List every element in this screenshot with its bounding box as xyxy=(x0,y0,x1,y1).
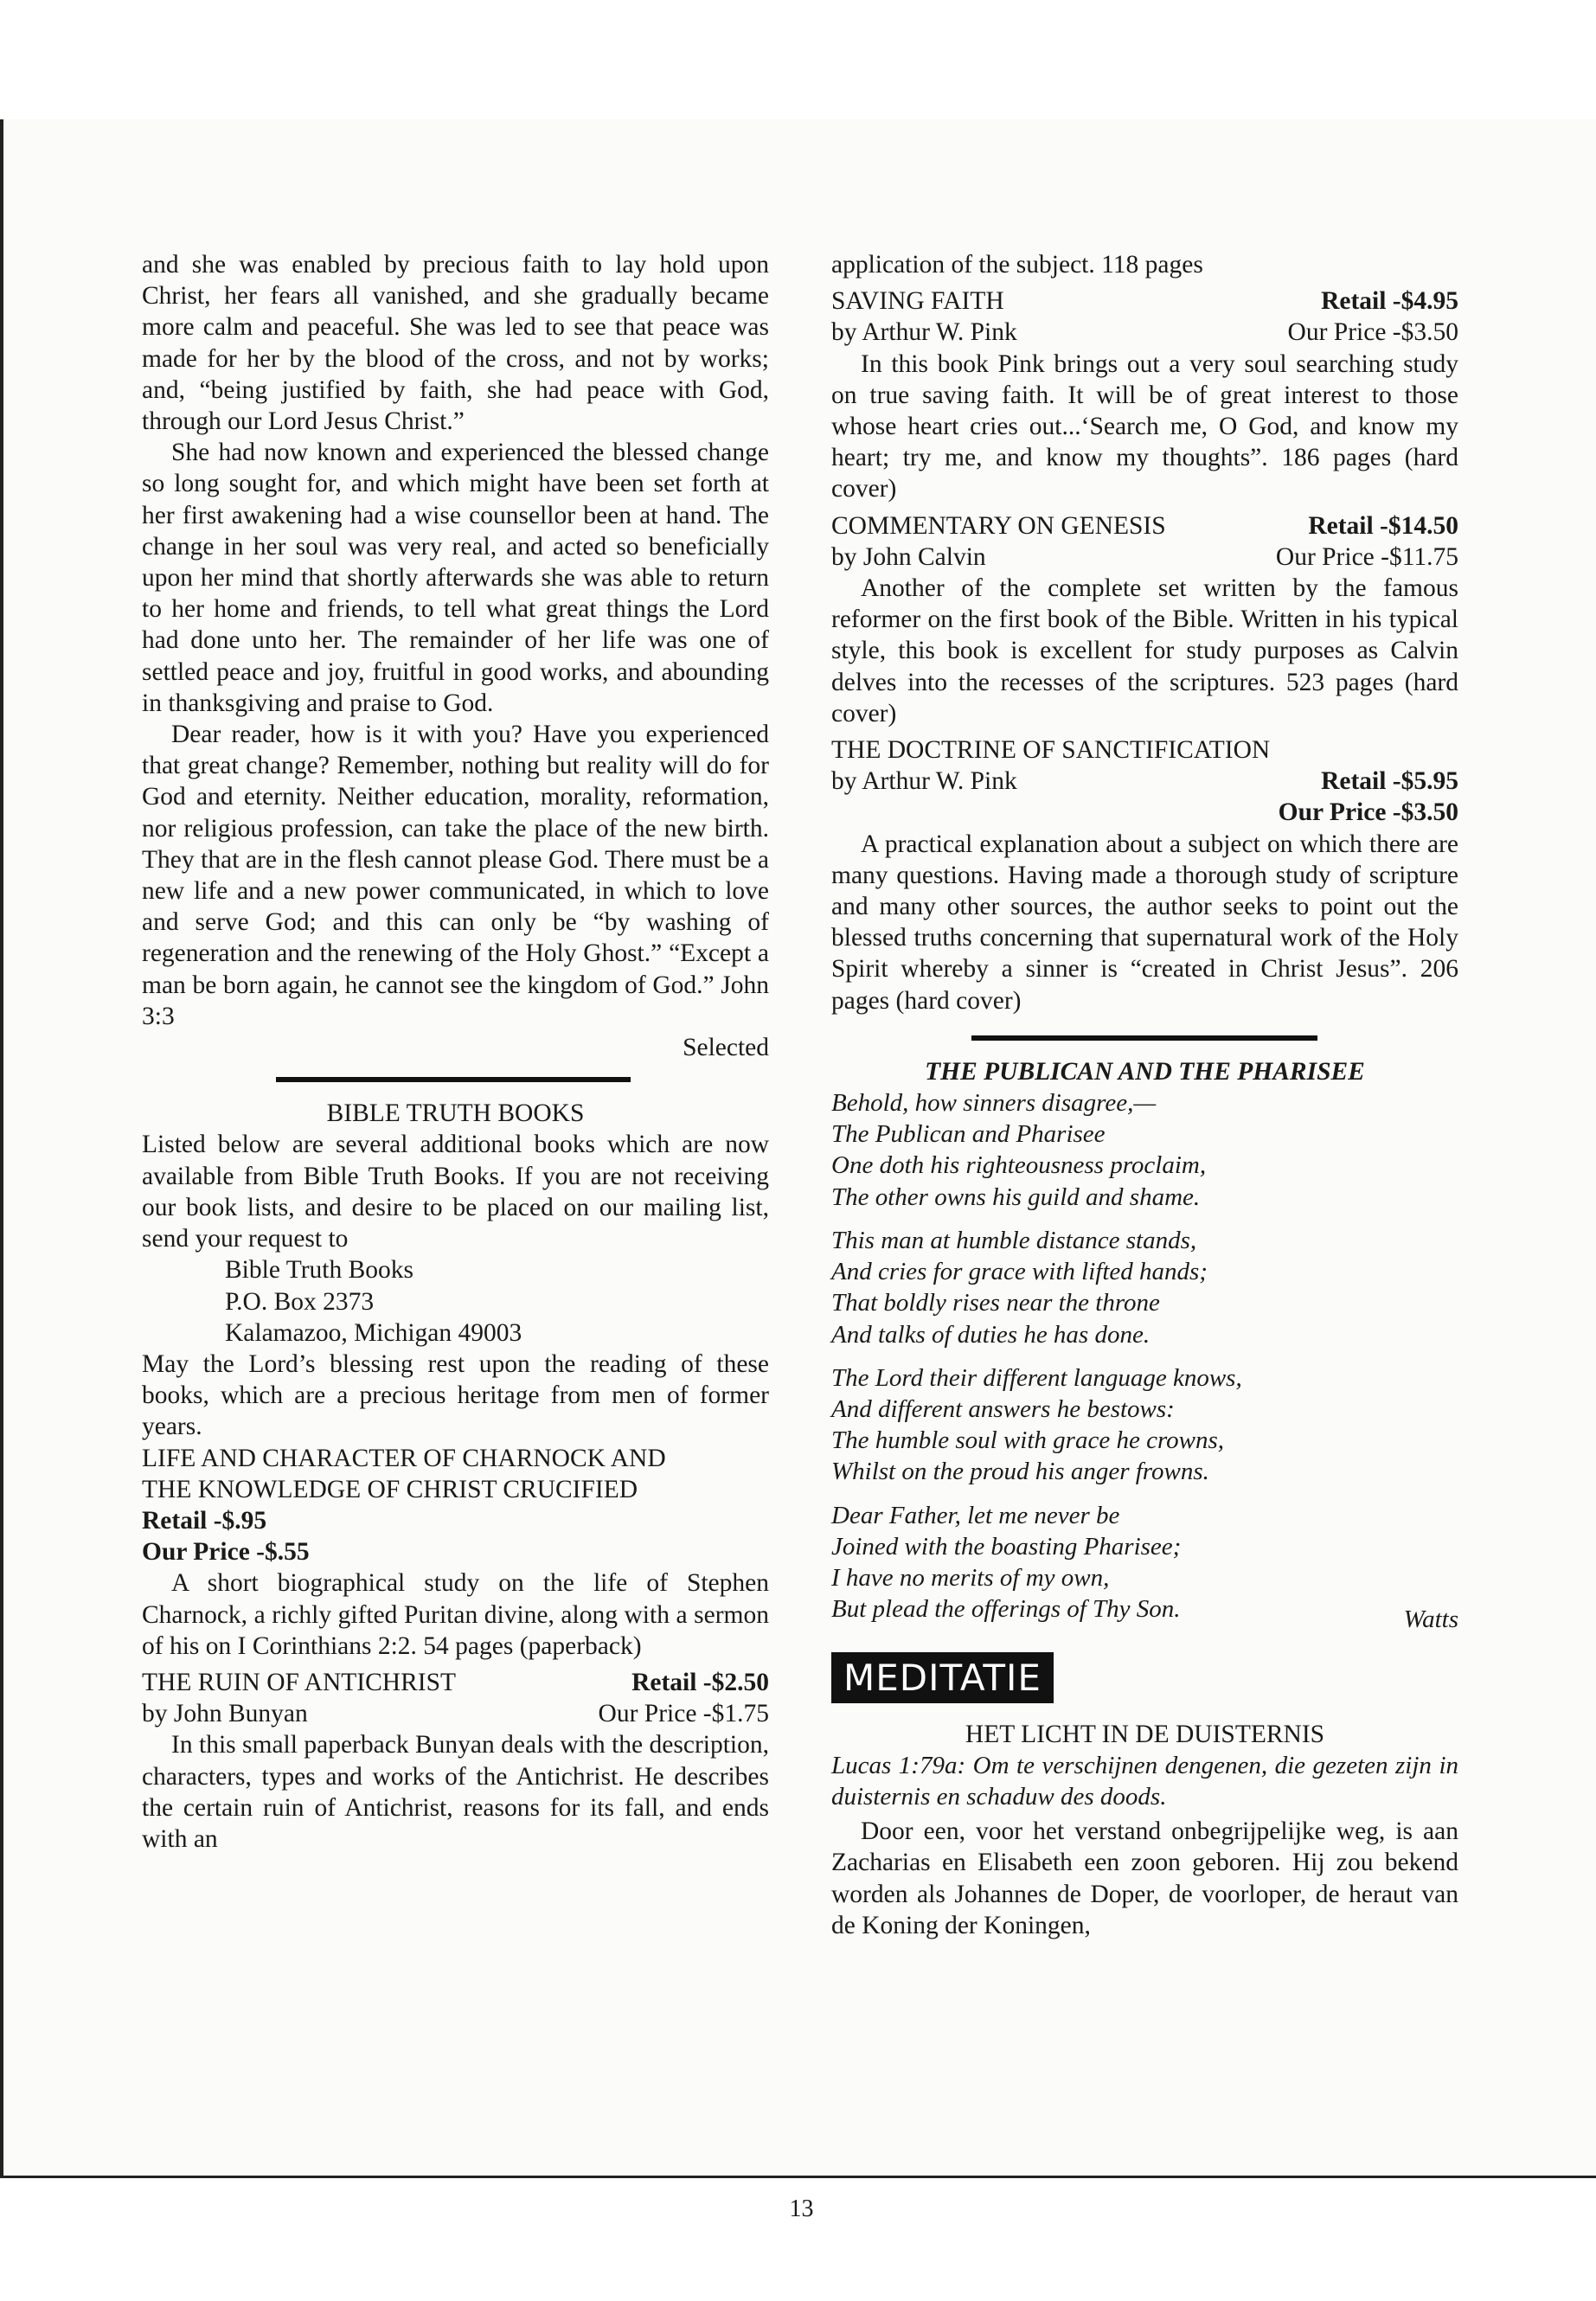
book-retail-price: Retail -$14.50 xyxy=(1308,511,1458,540)
book-description: A practical explanation about a subject on which there are many questions. Having made a thorough study of scripture and many other sources, the author seeks to point out the blessed truths concerning that supernatural work of the Holy Spirit whereby a sinner is “created in Christ Jesus”. 206 pages (hard cover) xyxy=(831,830,1458,1015)
poem-line: The Publican and Pharisee xyxy=(831,1120,1106,1149)
book-author: by Arthur W. Pink xyxy=(831,318,1017,347)
poem-line: I have no merits of my own, xyxy=(831,1563,1110,1592)
book-entry xyxy=(831,734,1458,1016)
poem-stanza xyxy=(831,1362,1458,1488)
book-description: Another of the complete set written by the famous reformer on the first book of the Bible. Written in his typical style, this book is excellent for study purposes as Calvin delves into the recesses of the scriptures. 523 pages (hard cover) xyxy=(831,574,1458,727)
book-title: LIFE AND CHARACTER OF CHARNOCK AND xyxy=(142,1444,666,1472)
poem-line: And different answers he bestows: xyxy=(831,1394,1175,1423)
section-title: BIBLE TRUTH BOOKS xyxy=(326,1099,585,1128)
blessing-paragraph: May the Lord’s blessing rest upon the reading of these books, which are a precious heritage from men of former years. xyxy=(142,1349,769,1441)
article-paragraph: She had now known and experienced the blessed change so long sought for, and which might have been set forth at her first awakening had a wise counsellor been at hand. The change in her soul was very real, and acted so beneficially upon her mind that shortly afterwards she was able to return to her home and friends, to tell what great things the Lord had done unto her. The remainder of her life was one of settled peace and joy, fruitful in good works, and abounding in thanksgiving and praise to God. xyxy=(142,439,769,717)
dutch-title: HET LICHT IN DE DUISTERNIS xyxy=(965,1720,1325,1748)
book-our-price: Our Price -$3.50 xyxy=(1287,318,1458,347)
book-entry xyxy=(831,285,1458,504)
article-signature: Selected xyxy=(683,1034,769,1062)
poem-line: The humble soul with grace he crowns, xyxy=(831,1426,1225,1455)
right-column xyxy=(831,249,1458,1941)
poem-line: This man at humble distance stands, xyxy=(831,1226,1197,1254)
poem-line: And cries for grace with lifted hands; xyxy=(831,1258,1208,1286)
book-title: SAVING FAITH xyxy=(831,287,1004,316)
poem-line: Dear Father, let me never be xyxy=(831,1501,1120,1529)
book-title: COMMENTARY ON GENESIS xyxy=(831,511,1166,540)
book-entry xyxy=(831,510,1458,729)
bible-verse: Lucas 1:79a: Om te verschijnen dengenen, die gezeten zijn in duisternis en schaduw des doods. xyxy=(831,1751,1458,1811)
article-paragraph: and she was enabled by precious faith to lay hold upon Christ, her fears all vanished, and she gradually became more calm and peaceful. She was led to see that peace was made for her by the blood of the cross, and not by works; and, “being justified by faith, she had peace with God, through our Lord Jesus Christ.” xyxy=(142,251,769,436)
poem-line: One doth his righteousness proclaim, xyxy=(831,1151,1207,1180)
book-title: THE KNOWLEDGE OF CHRIST CRUCIFIED xyxy=(142,1475,638,1503)
book-retail-price: Retail -$2.50 xyxy=(631,1668,769,1696)
section-divider xyxy=(276,1077,631,1082)
book-title: THE RUIN OF ANTICHRIST xyxy=(142,1668,457,1696)
book-our-price: Our Price -$.55 xyxy=(142,1538,310,1567)
section-divider xyxy=(971,1035,1317,1041)
intro-paragraph: Listed below are several additional books which are now available from Bible Truth Books. If you are not receiving our book lists, and desire to be placed on our mailing list, send your request to xyxy=(142,1131,769,1253)
poem-line: That boldly rises near the throne xyxy=(831,1289,1160,1317)
address-line: Kalamazoo, Michigan 49003 xyxy=(225,1318,522,1347)
book-author: by John Calvin xyxy=(831,542,986,571)
poem-line: Whilst on the proud his anger frowns. xyxy=(831,1458,1209,1486)
book-description: In this small paperback Bunyan deals with the description, characters, types and works of the Antichrist. He describes the certain ruin of Antichrist, reasons for its fall, and ends with an xyxy=(142,1731,769,1853)
poem-title: THE PUBLICAN AND THE PHARISEE xyxy=(925,1057,1365,1086)
book-retail-price: Retail -$5.95 xyxy=(1321,767,1458,796)
poem xyxy=(831,1056,1458,1634)
book-entry xyxy=(142,1667,769,1855)
page-number: 13 xyxy=(789,2195,814,2222)
address-line: Bible Truth Books xyxy=(225,1256,414,1285)
poem-author: Watts xyxy=(1403,1606,1458,1634)
poem-line: The other owns his guild and shame. xyxy=(831,1183,1201,1211)
scanned-page xyxy=(0,119,1596,2222)
poem-stanza xyxy=(831,1225,1458,1350)
book-entry xyxy=(142,1443,769,1662)
book-description: In this book Pink brings out a very soul searching study on true saving faith. It will be of great interest to those whose heart cries out...‘Search me, O God, and know my heart; try me, and know my thoughts”. 186 pages (hard cover) xyxy=(831,349,1458,503)
poem-line: But plead the offerings of Thy Son. xyxy=(831,1595,1181,1624)
book-author: by Arthur W. Pink xyxy=(831,767,1017,796)
article-paragraph: Dear reader, how is it with you? Have you experienced that great change? Remember, nothing but reality will do for God and eternity. Neither education, morality, reformation, nor religious profession, can take the place of the new birth. They that are in the flesh cannot please God. There must be a new life and a new power communicated, in which to love and serve God; and this can only be “by washing of regeneration and the renewing of the Holy Ghost.” “Except a man be born again, he cannot see the kingdom of God.” John 3:3 xyxy=(142,721,769,1030)
book-author: by John Bunyan xyxy=(142,1700,308,1728)
continued-text: application of the subject. 118 pages xyxy=(831,251,1203,279)
poem-stanza xyxy=(831,1087,1458,1213)
left-column xyxy=(142,249,769,1855)
address-line: P.O. Box 2373 xyxy=(225,1287,375,1316)
book-our-price: Our Price -$1.75 xyxy=(598,1700,769,1728)
dutch-paragraph: Door een, voor het verstand onbegrijpelijke weg, is aan Zacharias en Elisabeth een zoon geboren. Hij zou bekend worden als Johannes de Doper, de voorloper, de heraut van de Koning der Koningen, xyxy=(831,1817,1458,1939)
poem-line: And talks of duties he has done. xyxy=(831,1320,1151,1349)
poem-line: The Lord their different language knows, xyxy=(831,1363,1242,1392)
poem-line: Joined with the boasting Pharisee; xyxy=(831,1532,1182,1561)
book-retail-price: Retail -$.95 xyxy=(142,1506,267,1535)
book-description: A short biographical study on the life of Stephen Charnock, a richly gifted Puritan divine, along with a sermon of his on I Corinthians 2:2. 54 pages (paperback) xyxy=(142,1569,769,1660)
poem-line: Behold, how sinners disagree,— xyxy=(831,1089,1157,1118)
book-retail-price: Retail -$4.95 xyxy=(1321,287,1458,316)
book-our-price: Our Price -$3.50 xyxy=(1278,798,1458,827)
book-title: THE DOCTRINE OF SANCTIFICATION xyxy=(831,736,1271,765)
poem-stanza xyxy=(831,1500,1458,1634)
meditatie-banner: MEDITATIE xyxy=(831,1652,1054,1702)
book-our-price: Our Price -$11.75 xyxy=(1275,542,1458,571)
